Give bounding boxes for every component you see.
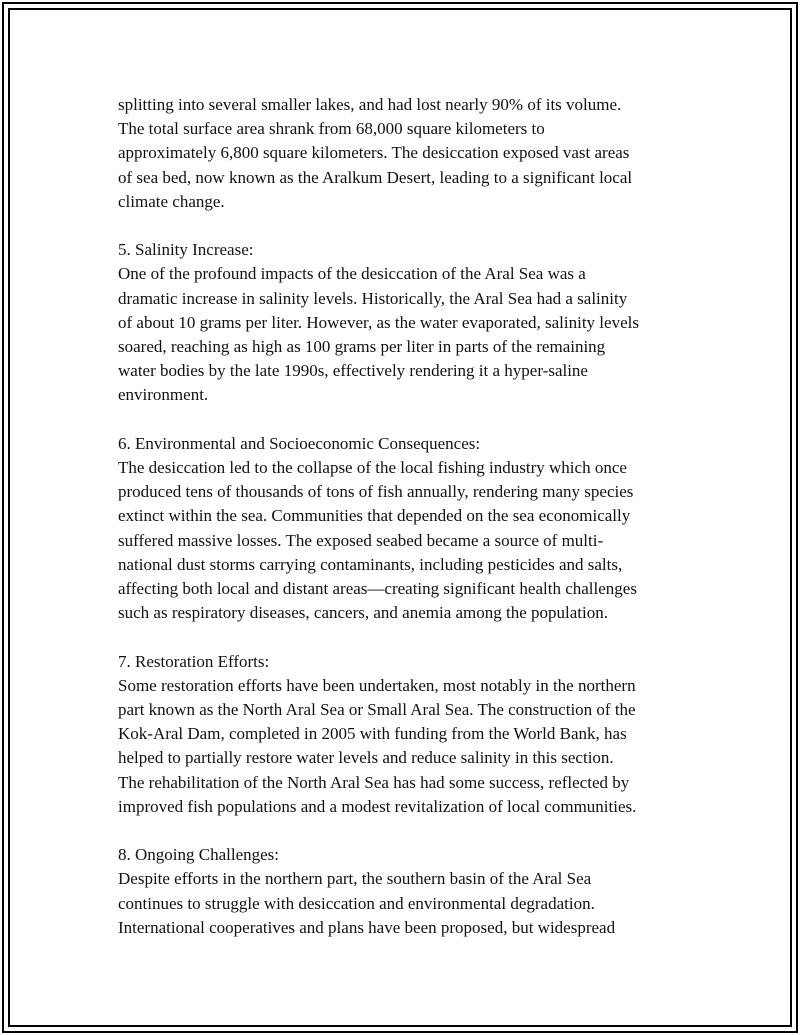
text-line: Despite efforts in the northern part, the southern basin of the Aral Sea bbox=[118, 869, 592, 889]
text-line: suffered massive losses. The exposed seabed became a source of multi- bbox=[118, 530, 604, 550]
text-line: One of the profound impacts of the desiccation of the Aral Sea was a bbox=[118, 264, 586, 284]
section-ongoing-challenges bbox=[118, 843, 698, 940]
text-line: part known as the North Aral Sea or Small Aral Sea. The construction of the bbox=[118, 700, 636, 720]
text-line: continues to struggle with desiccation and environmental degradation. bbox=[118, 893, 595, 913]
text-line: Some restoration efforts have been undertaken, most notably in the northern bbox=[118, 675, 636, 695]
text-line: national dust storms carrying contaminants, including pesticides and salts, bbox=[118, 554, 623, 574]
section-restoration-efforts bbox=[118, 650, 698, 819]
text-line: International cooperatives and plans have been proposed, but widespread bbox=[118, 917, 616, 937]
text-line: affecting both local and distant areas—creating significant health challenges bbox=[118, 579, 637, 599]
text-line: The total surface area shrank from 68,000 square kilometers to bbox=[118, 119, 545, 139]
section-heading: 8. Ongoing Challenges: bbox=[118, 845, 280, 865]
document-body bbox=[118, 93, 698, 964]
text-line: of about 10 grams per liter. However, as the water evaporated, salinity levels bbox=[118, 312, 639, 332]
text-line: improved fish populations and a modest revitalization of local communities. bbox=[118, 796, 637, 816]
text-line: splitting into several smaller lakes, and had lost nearly 90% of its volume. bbox=[118, 95, 622, 114]
text-line: dramatic increase in salinity levels. Historically, the Aral Sea had a salinity bbox=[118, 288, 628, 308]
text-line: water bodies by the late 1990s, effectively rendering it a hyper-saline bbox=[118, 361, 588, 381]
section-environmental-consequences bbox=[118, 432, 698, 626]
paragraph-intro-continuation bbox=[118, 93, 698, 214]
text-line: produced tens of thousands of tons of fish annually, rendering many species bbox=[118, 482, 634, 502]
section-heading: 7. Restoration Efforts: bbox=[118, 651, 270, 671]
text-line: Kok-Aral Dam, completed in 2005 with funding from the World Bank, has bbox=[118, 724, 627, 744]
text-line: climate change. bbox=[118, 191, 225, 211]
text-line: such as respiratory diseases, cancers, and anemia among the population. bbox=[118, 603, 609, 623]
text-line: helped to partially restore water levels and reduce salinity in this section. bbox=[118, 748, 614, 768]
section-heading: 6. Environmental and Socioeconomic Consequences: bbox=[118, 433, 481, 453]
section-heading: 5. Salinity Increase: bbox=[118, 240, 254, 260]
text-line: environment. bbox=[118, 385, 209, 405]
text-line: extinct within the sea. Communities that depended on the sea economically bbox=[118, 506, 631, 526]
section-salinity-increase bbox=[118, 238, 698, 407]
text-line: The rehabilitation of the North Aral Sea has had some success, reflected by bbox=[118, 772, 630, 792]
text-line: soared, reaching as high as 100 grams per liter in parts of the remaining bbox=[118, 337, 606, 357]
text-line: The desiccation led to the collapse of the local fishing industry which once bbox=[118, 458, 627, 478]
text-line: of sea bed, now known as the Aralkum Desert, leading to a significant local bbox=[118, 167, 633, 187]
text-line: approximately 6,800 square kilometers. The desiccation exposed vast areas bbox=[118, 143, 630, 163]
